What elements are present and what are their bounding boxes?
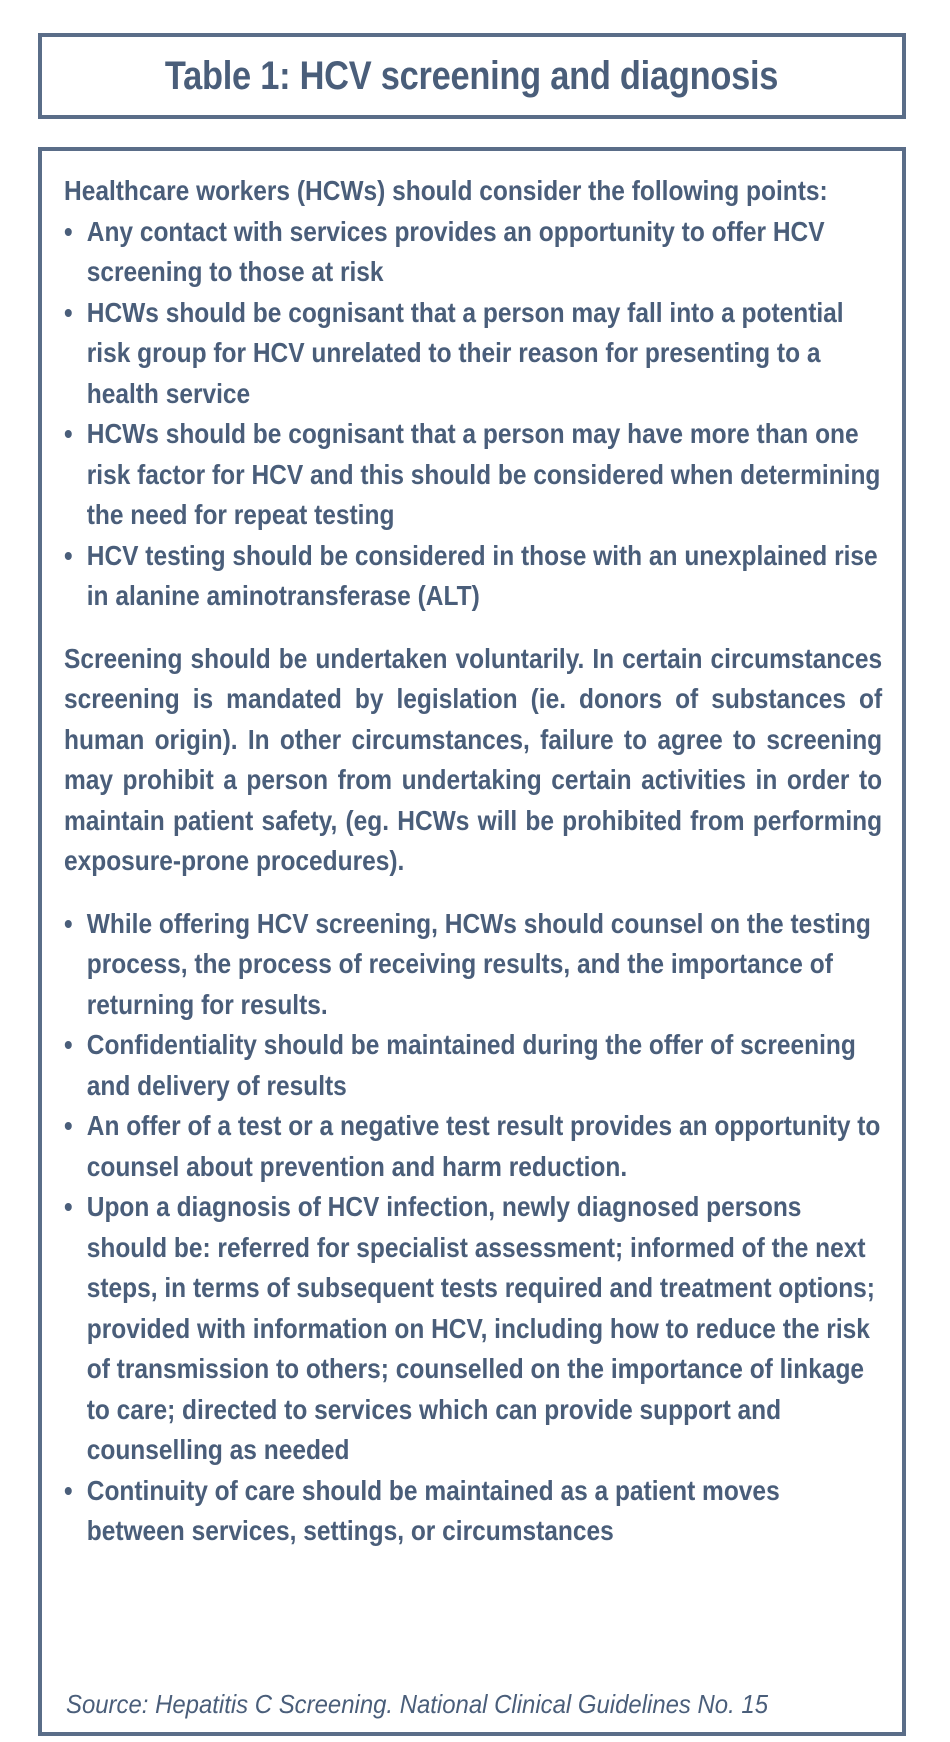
bullet-icon: • [64, 1474, 73, 1506]
list-item [64, 293, 882, 415]
list-item-text: Any contact with services provides an opportunity to offer HCV screening to those at risk [86, 215, 825, 287]
screening-paragraph: Screening should be undertaken voluntarily. In certain circumstances screening is mandated by legislation (ie. donors of substances of human origin). In other circumstances, failure to agree to screening may prohibit a person from undertaking certain activities in order to maintain patient safety, (eg. HCWs will be prohibited from performing exposure-prone procedures). [64, 642, 883, 876]
list-item [64, 1025, 882, 1106]
list-item [64, 1471, 882, 1552]
bullet-icon: • [64, 418, 73, 449]
intro-text: Healthcare workers (HCWs) should consider the following points: [64, 175, 828, 206]
list-item [64, 904, 882, 1026]
list-item-text: While offering HCV screening, HCWs should counsel on the testing process, the process of receiving results, and the importance of returning for results. [86, 907, 871, 1020]
list-item [64, 212, 882, 293]
list-item-text: HCWs should be cognisant that a person may have more than one risk factor for HCV and this should be considered when determining the need for repeat testing [86, 418, 881, 530]
bullet-list-counselling [64, 904, 882, 1552]
table-title-box [38, 33, 906, 119]
list-item-text: An offer of a test or a negative test result provides an opportunity to counsel about prevention and harm reduction. [86, 1110, 881, 1182]
list-item-text: Continuity of care should be maintained as a patient moves between services, settings, or circumstances [86, 1474, 780, 1546]
bullet-icon: • [64, 1029, 73, 1060]
table-body-box [38, 147, 906, 1736]
bullet-list-considerations [64, 212, 882, 617]
list-item-text: Confidentiality should be maintained during the offer of screening and delivery of results [86, 1029, 856, 1101]
list-item [64, 1187, 882, 1471]
list-item-text: Upon a diagnosis of HCV infection, newly diagnosed persons should be: referred for specialist assessment; informed of the next steps, in terms of subsequent tests required and treatment options; provided with information on HCV, including how to reduce the risk of transmission to others; counselled on the importance of linkage to care; directed to services which can provide support and counselling as needed [86, 1191, 875, 1465]
bullet-icon: • [64, 539, 73, 571]
list-item [64, 1106, 882, 1187]
bullet-icon: • [64, 907, 73, 939]
source-citation: Source: Hepatitis C Screening. National Clinical Guidelines No. 15 [66, 1689, 769, 1719]
bullet-icon: • [64, 215, 73, 247]
bullet-icon: • [64, 1110, 73, 1141]
list-item-text: HCWs should be cognisant that a person may fall into a potential risk group for HCV unrelated to their reason for presenting to a health service [86, 296, 844, 409]
bullet-icon: • [64, 1191, 73, 1222]
list-item [64, 414, 882, 536]
table-title: Table 1: HCV screening and diagnosis [165, 53, 779, 98]
table-content [64, 171, 882, 1552]
list-item-text: HCV testing should be considered in those with an unexplained rise in alanine aminotransferase (ALT) [86, 539, 878, 611]
bullet-icon: • [64, 296, 73, 328]
list-item [64, 536, 882, 617]
